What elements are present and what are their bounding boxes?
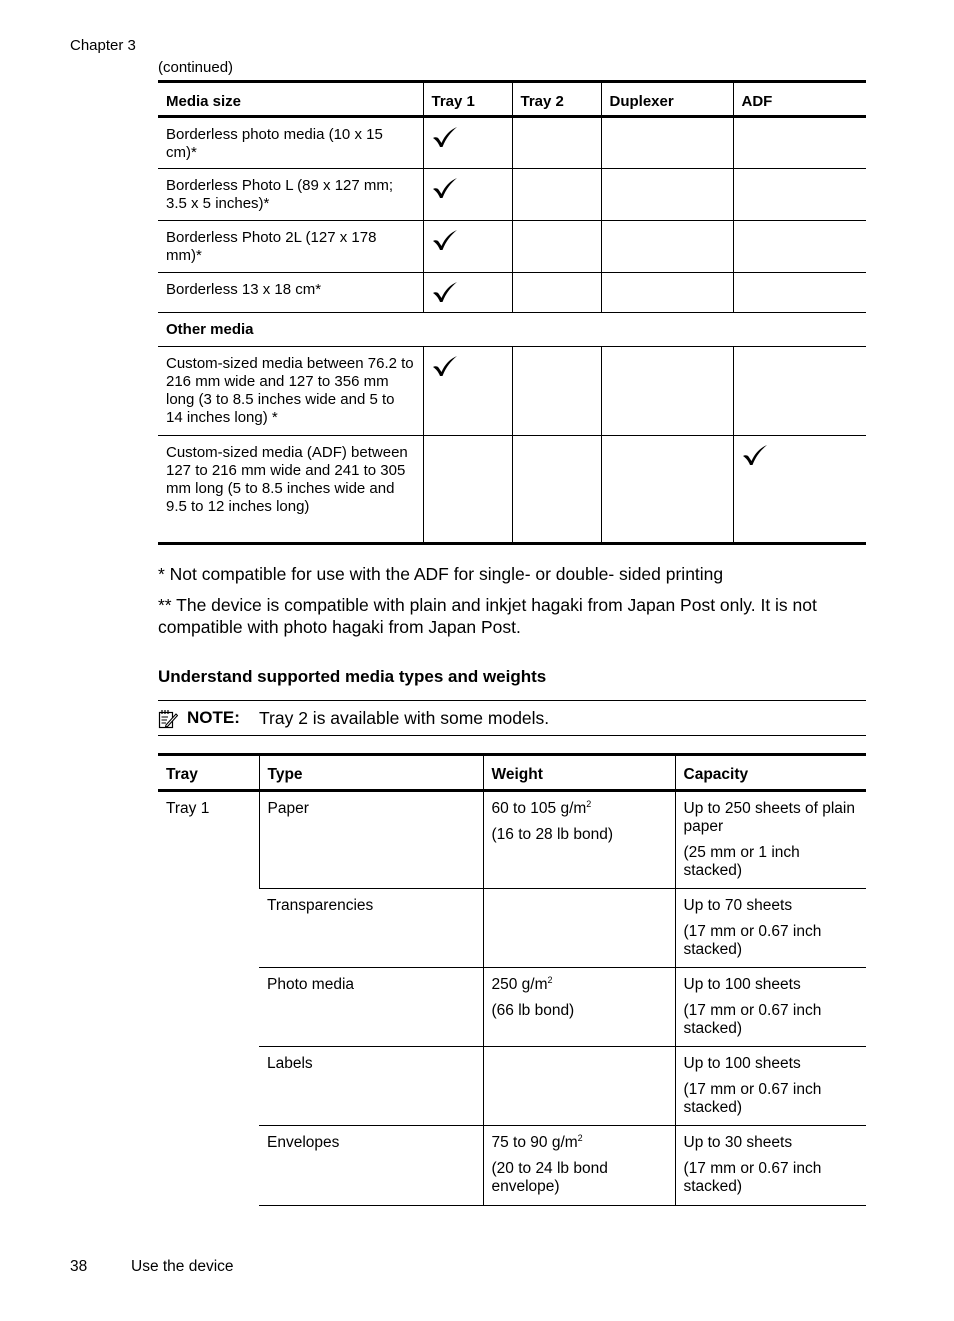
- tray1-cell: [423, 436, 512, 544]
- table-row: [158, 1047, 866, 1126]
- col-duplexer: Duplexer: [601, 82, 733, 117]
- footnote-single: * Not compatible for use with the ADF for single- or double- sided printing: [158, 564, 724, 584]
- table-row: [158, 968, 866, 1047]
- type-cell: Paper: [259, 791, 483, 889]
- checkmark-icon: [432, 281, 458, 303]
- weight-cell: [483, 889, 675, 968]
- capacity-sheets: Up to 70 sheets: [683, 897, 793, 914]
- tray1-cell: [423, 273, 512, 313]
- types-table-header: [158, 755, 866, 791]
- tray2-cell: [512, 169, 601, 221]
- tray2-cell: [512, 221, 601, 273]
- media-size-cell: Borderless Photo 2L (127 x 178 mm)*: [166, 229, 377, 264]
- weight-cell: [483, 1126, 675, 1206]
- col-adf: ADF: [733, 82, 866, 117]
- checkmark-icon: [432, 126, 458, 148]
- media-size-cell: Custom-sized media (ADF) between 127 to 216 mm wide and 241 to 305 mm long (5 to 8.5 inches wide and 9.5 to 12 inches long): [166, 444, 408, 515]
- capacity-cell: [675, 968, 866, 1047]
- adf-cell: [733, 117, 866, 169]
- tray1-cell: [423, 169, 512, 221]
- col-media-size: Media size: [166, 93, 242, 110]
- note-label: NOTE:: [187, 708, 240, 727]
- media-size-cell: Borderless Photo L (89 x 127 mm; 3.5 x 5 inches)*: [166, 177, 394, 212]
- capacity-sheets: Up to 100 sheets: [683, 1055, 801, 1072]
- capacity-sheets: Up to 250 sheets of plain paper: [683, 800, 855, 835]
- footnote-double: ** The device is compatible with plain and inkjet hagaki from Japan Post only. It is not compatible with photo hagaki from Japan Post.: [158, 595, 817, 637]
- capacity-cell: [675, 1126, 866, 1206]
- media-size-table: [158, 80, 866, 545]
- duplexer-cell: [601, 117, 733, 169]
- section-heading: Understand supported media types and weights: [158, 667, 547, 686]
- capacity-stack: (25 mm or 1 inch stacked): [683, 844, 800, 879]
- footer-title: Use the device: [131, 1258, 234, 1275]
- col-weight: Weight: [483, 755, 675, 791]
- capacity-cell: [675, 1047, 866, 1126]
- media-size-cell: Borderless 13 x 18 cm*: [166, 281, 322, 298]
- capacity-cell: [675, 889, 866, 968]
- table-row: [158, 889, 866, 968]
- weight-cell: [483, 1047, 675, 1126]
- adf-cell: [733, 436, 866, 544]
- weight-superscript: 2: [547, 974, 553, 985]
- tray1-cell: [423, 221, 512, 273]
- note-box: [158, 700, 866, 736]
- tray2-cell: [512, 117, 601, 169]
- tray2-cell: [512, 273, 601, 313]
- tray-name-cell: Tray 1: [166, 800, 210, 817]
- col-capacity: Capacity: [675, 755, 866, 791]
- adf-cell: [733, 347, 866, 436]
- table-row: [158, 117, 866, 169]
- type-cell: Envelopes: [259, 1126, 483, 1206]
- weight-cell: [483, 791, 675, 889]
- capacity-sheets: Up to 100 sheets: [683, 976, 801, 993]
- weight-bond: (16 to 28 lb bond): [491, 826, 614, 843]
- duplexer-cell: [601, 273, 733, 313]
- table-row: [158, 1126, 866, 1206]
- capacity-cell: [675, 791, 866, 889]
- weight-superscript: 2: [586, 798, 592, 809]
- weight-value: 75 to 90 g/m: [491, 1134, 578, 1151]
- table-row: [158, 436, 866, 544]
- table-row: [158, 347, 866, 436]
- type-cell: Transparencies: [259, 889, 483, 968]
- table-row: [158, 221, 866, 273]
- col-tray: Tray: [166, 766, 198, 783]
- capacity-stack: (17 mm or 0.67 inch stacked): [683, 1081, 822, 1116]
- table-row: [158, 791, 866, 889]
- media-size-cell: Borderless photo media (10 x 15 cm)*: [166, 126, 383, 161]
- weight-bond: (66 lb bond): [491, 1002, 575, 1019]
- adf-cell: [733, 169, 866, 221]
- col-tray1: Tray 1: [423, 82, 512, 117]
- table-row: [158, 273, 866, 313]
- chapter-label: Chapter 3: [70, 37, 136, 54]
- media-types-table: [158, 753, 866, 1206]
- adf-cell: [733, 273, 866, 313]
- duplexer-cell: [601, 436, 733, 544]
- duplexer-cell: [601, 221, 733, 273]
- capacity-stack: (17 mm or 0.67 inch stacked): [683, 1160, 822, 1195]
- duplexer-cell: [601, 169, 733, 221]
- type-cell: Labels: [259, 1047, 483, 1126]
- weight-value: 60 to 105 g/m: [491, 800, 587, 817]
- weight-bond: (20 to 24 lb bond envelope): [491, 1160, 608, 1195]
- continued-label: (continued): [158, 59, 234, 76]
- capacity-sheets: Up to 30 sheets: [683, 1134, 793, 1151]
- other-media-heading: Other media: [166, 321, 254, 338]
- checkmark-icon: [432, 229, 458, 251]
- checkmark-icon: [432, 177, 458, 199]
- checkmark-icon: [742, 444, 768, 466]
- weight-cell: [483, 968, 675, 1047]
- section-row: [158, 313, 866, 347]
- capacity-stack: (17 mm or 0.67 inch stacked): [683, 1002, 822, 1037]
- type-cell: Photo media: [259, 968, 483, 1047]
- tray1-cell: [423, 347, 512, 436]
- media-size-cell: Custom-sized media between 76.2 to 216 mm wide and 127 to 356 mm long (3 to 8.5 inches wide and 5 to 14 inches long) *: [166, 355, 414, 426]
- table-row: [158, 169, 866, 221]
- tray2-cell: [512, 347, 601, 436]
- tray2-cell: [512, 436, 601, 544]
- col-tray2: Tray 2: [512, 82, 601, 117]
- duplexer-cell: [601, 347, 733, 436]
- col-type: Type: [259, 755, 483, 791]
- tray1-cell: [423, 117, 512, 169]
- page-number: 38: [70, 1258, 88, 1275]
- adf-cell: [733, 221, 866, 273]
- checkmark-icon: [432, 355, 458, 377]
- note-icon: [158, 709, 178, 729]
- weight-superscript: 2: [577, 1132, 583, 1143]
- media-table-header: [158, 82, 866, 117]
- note-text: Tray 2 is available with some models.: [259, 708, 550, 728]
- capacity-stack: (17 mm or 0.67 inch stacked): [683, 923, 822, 958]
- weight-value: 250 g/m: [491, 976, 548, 993]
